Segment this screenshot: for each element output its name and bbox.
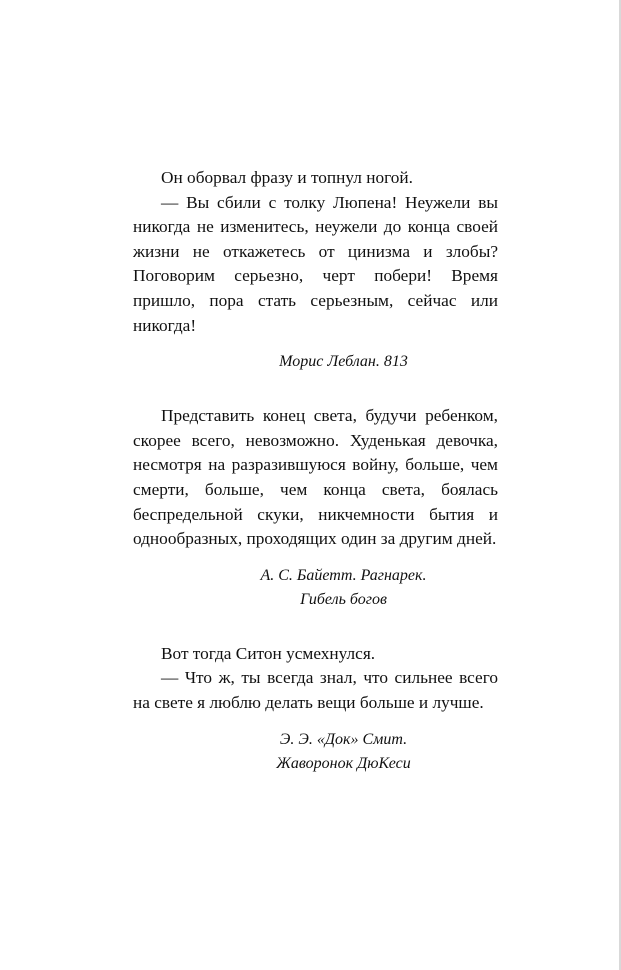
- epigraph-leblanc: [133, 166, 498, 374]
- attribution-line: А. С. Байетт. Рагнарек.: [260, 566, 427, 584]
- epigraph-paragraph: — Вы сбили с толку Люпена! Неужели вы никогда не изменитесь, неужели до конца своей жизни не откажетесь от цинизма и злобы? Поговорим серьезно, черт побери! Время пришло, пора стать серьезным, сейчас или никогда!: [133, 192, 498, 335]
- epigraph-smith: [133, 642, 498, 776]
- epigraph-attribution: [133, 728, 498, 776]
- epigraphs-block: [133, 166, 498, 806]
- attribution-line: Морис Леблан. 813: [279, 353, 408, 371]
- attribution-line: Гибель богов: [300, 590, 387, 608]
- epigraph-paragraph: Вот тогда Ситон усмехнулся.: [161, 643, 376, 663]
- epigraph-paragraph: Он оборвал фразу и топнул ногой.: [161, 168, 414, 187]
- attribution-line: Жаворонок ДюКеси: [276, 754, 411, 772]
- attribution-line: Э. Э. «Док» Смит.: [279, 730, 408, 748]
- epigraph-paragraph: Представить конец света, будучи ребенком, скорее всего, невозможно. Худенькая девочка, несмотря на разразившуюся войну, больше, чем смерти, больше, чем конца света, боялась беспредельной скуки, никчемности бытия и однообразных, проходящих один за другим дней.: [133, 406, 498, 549]
- epigraph-attribution: [133, 564, 498, 612]
- epigraph-byatt: [133, 404, 498, 612]
- epigraph-attribution: [133, 350, 498, 374]
- epigraph-paragraph: — Что ж, ты всегда знал, что сильнее всего на свете я люблю делать вещи больше и лучше.: [133, 668, 498, 712]
